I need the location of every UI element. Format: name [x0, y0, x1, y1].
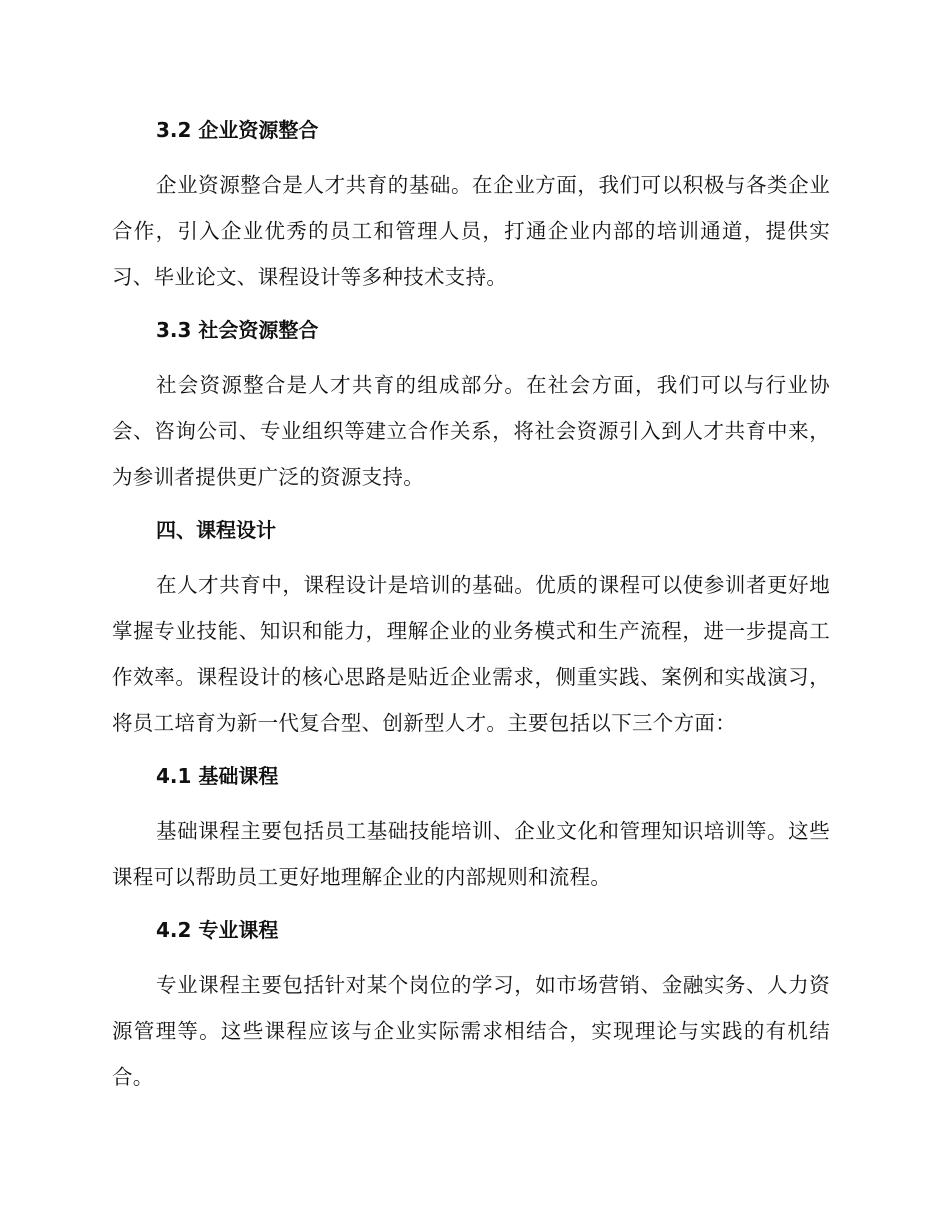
section-paragraph-4-2: 专业课程主要包括针对某个岗位的学习，如市场营销、金融实务、人力资源管理等。这些课程应该与企业实际需求相结合，实现理论与实践的有机结合。 — [112, 973, 830, 1089]
section-heading-4-2: 4.2 专业课程 — [156, 918, 279, 942]
section-heading-3-3: 3.3 社会资源整合 — [156, 318, 319, 342]
section-heading-4-1: 4.1 基础课程 — [156, 764, 279, 788]
document-body — [112, 112, 830, 1100]
section-paragraph-3-3: 社会资源整合是人才共育的组成部分。在社会方面，我们可以与行业协会、咨询公司、专业组织等建立合作关系，将社会资源引入到人才共育中来，为参训者提供更广泛的资源支持。 — [112, 373, 830, 489]
section-paragraph-4: 在人才共育中，课程设计是培训的基础。优质的课程可以使参训者更好地掌握专业技能、知识和能力，理解企业的业务模式和生产流程，进一步提高工作效率。课程设计的核心思路是贴近企业需求，侧重实践、案例和实战演习，将员工培育为新一代复合型、创新型人才。主要包括以下三个方面： — [112, 573, 830, 735]
section-paragraph-3-2: 企业资源整合是人才共育的基础。在企业方面，我们可以积极与各类企业合作，引入企业优秀的员工和管理人员，打通企业内部的培训通道，提供实习、毕业论文、课程设计等多种技术支持。 — [112, 173, 830, 289]
section-heading-3-2: 3.2 企业资源整合 — [156, 118, 319, 142]
section-heading-4: 四、课程设计 — [156, 518, 276, 542]
section-paragraph-4-1: 基础课程主要包括员工基础技能培训、企业文化和管理知识培训等。这些课程可以帮助员工更好地理解企业的内部规则和流程。 — [112, 819, 830, 889]
